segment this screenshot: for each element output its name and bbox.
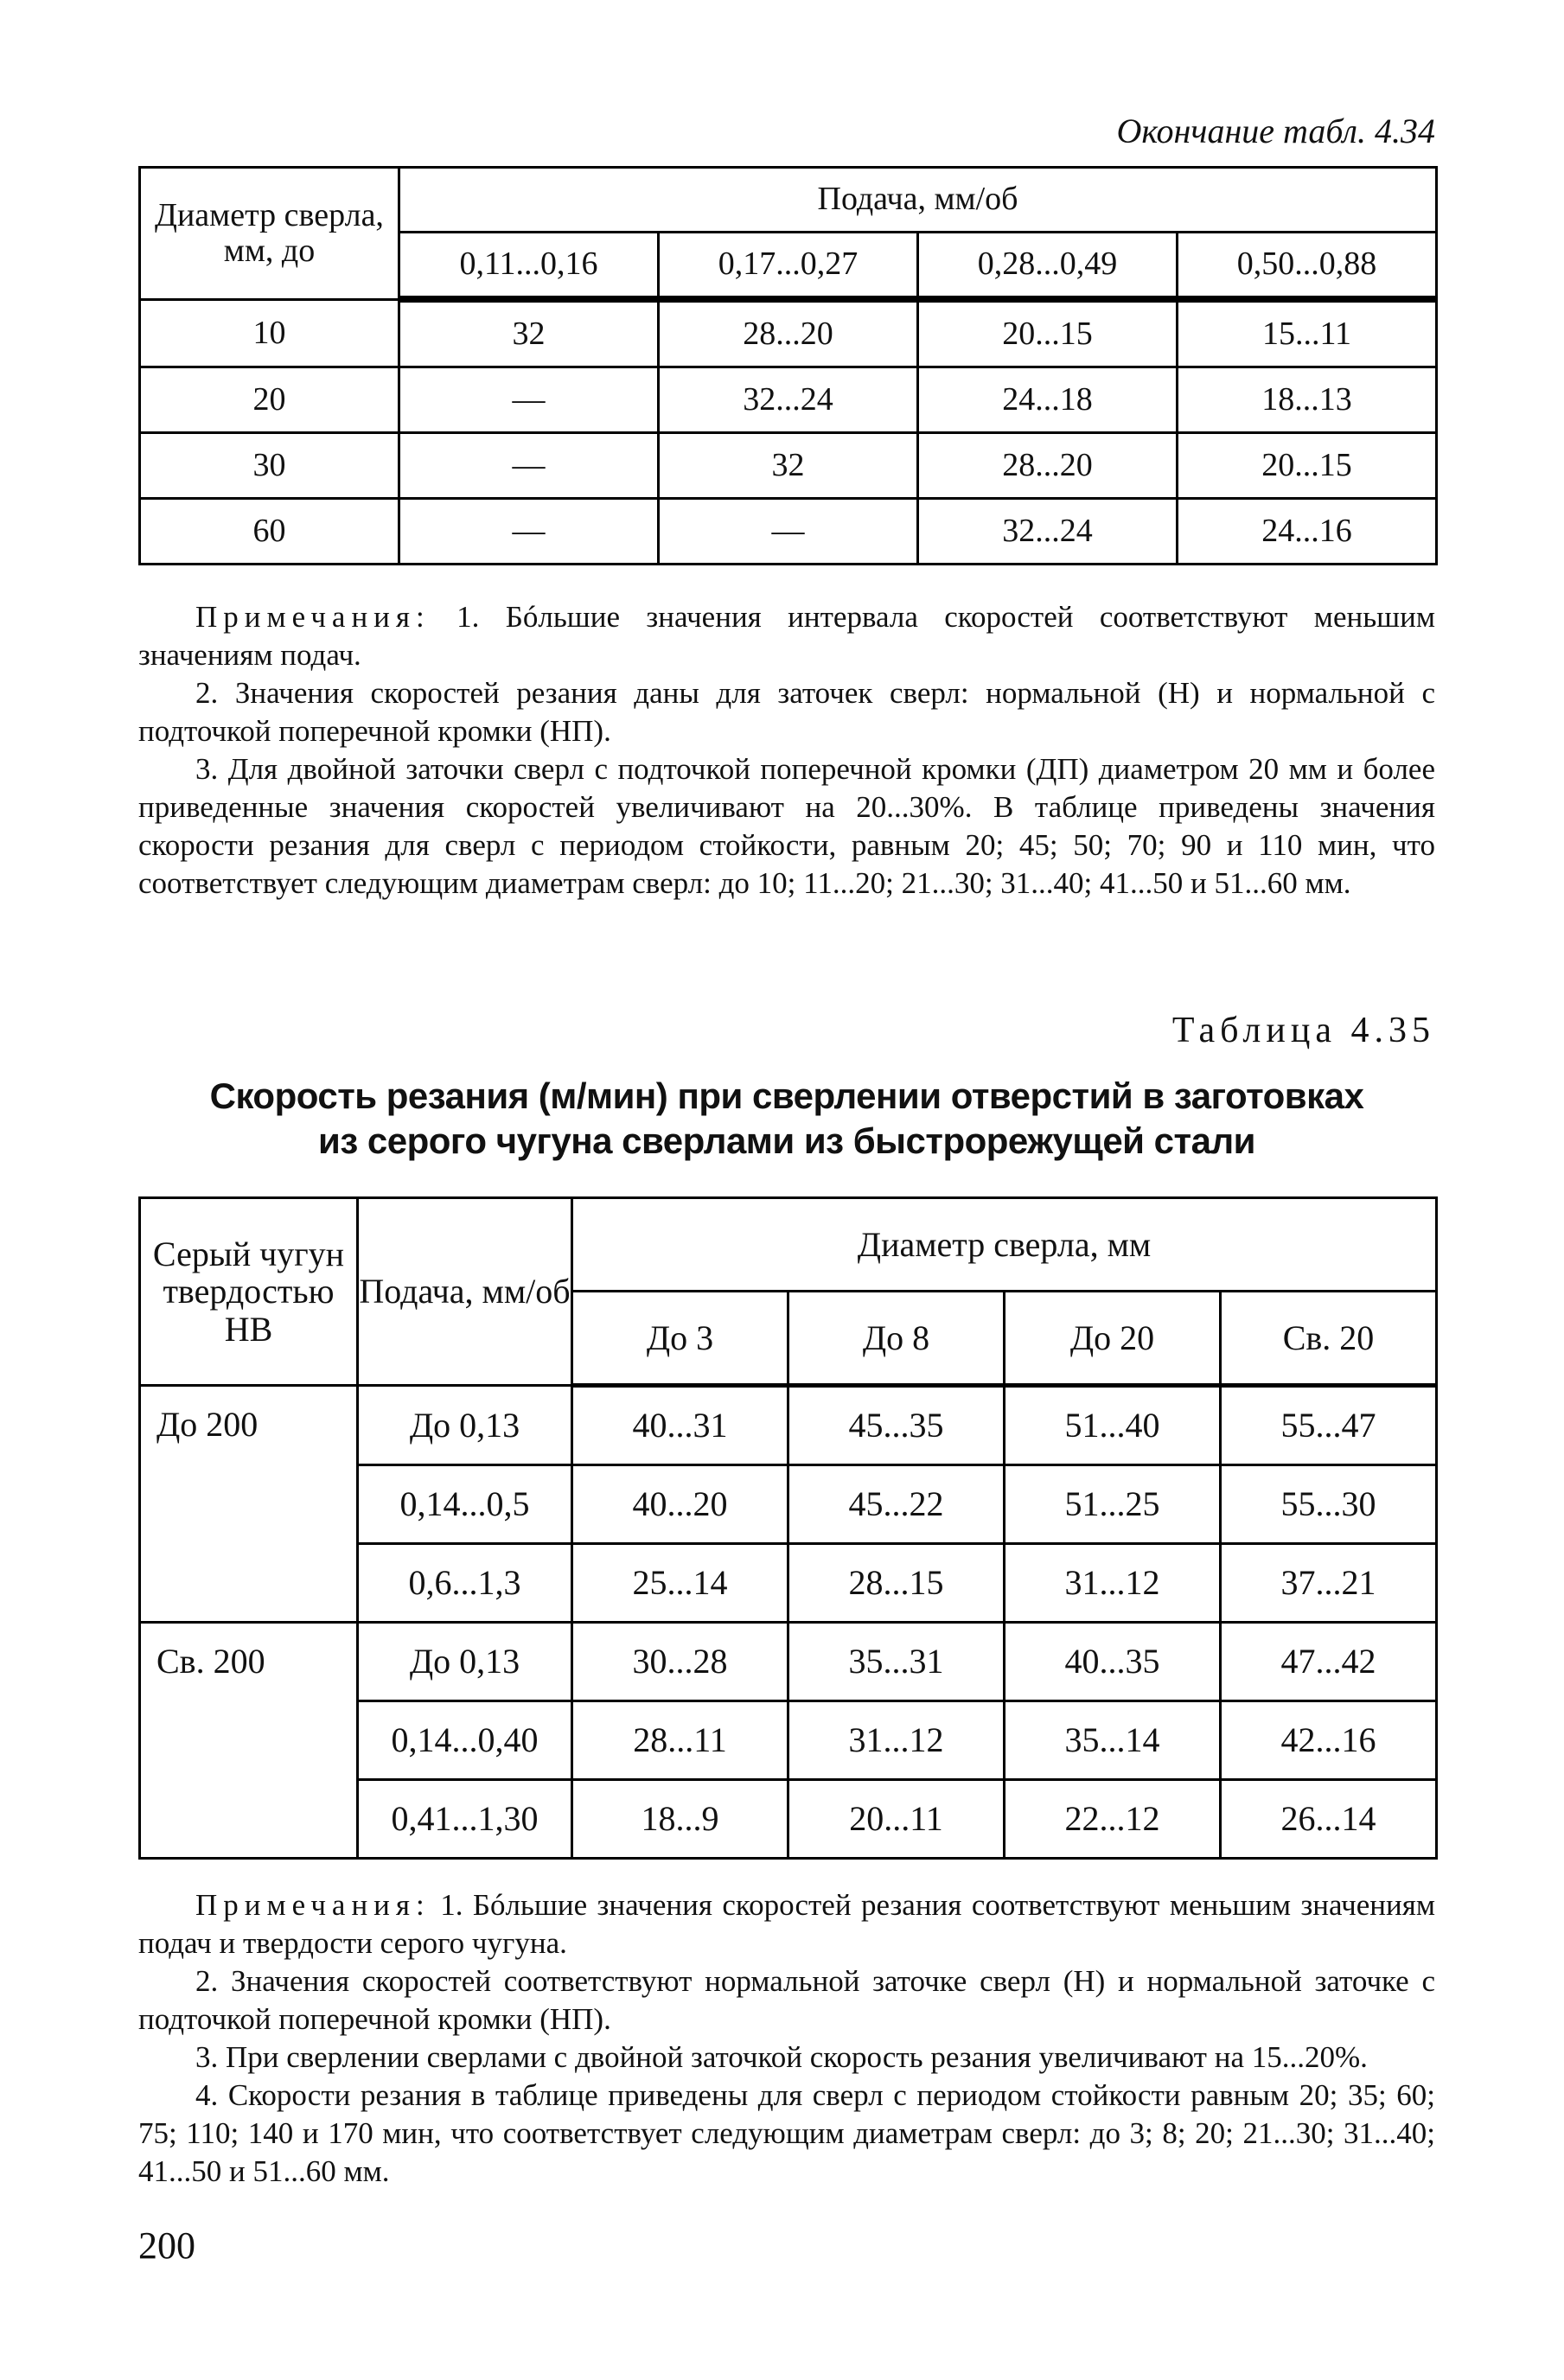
value-cell: 32...24 [659,367,918,433]
value-cell: 32 [659,433,918,499]
value-cell: 42...16 [1221,1701,1437,1780]
value-cell: 35...14 [1005,1701,1221,1780]
col-header-diameter: Диаметр сверла, мм, до [140,168,399,300]
value-cell: 18...9 [572,1780,788,1859]
col-header-feed: Подача, мм/об [358,1198,572,1386]
feed-range-header: 0,50...0,88 [1178,233,1437,300]
value-cell: 55...47 [1221,1386,1437,1465]
value-cell: 20...11 [788,1780,1005,1859]
value-cell: 40...31 [572,1386,788,1465]
diameter-header: До 3 [572,1292,788,1386]
value-cell: 47...42 [1221,1623,1437,1701]
notes-table-4-34 [138,598,1435,903]
note-1: 1. Бóльшие значения интервала скоростей соответствуют меньшим значениям подач. [138,600,1436,672]
value-cell: 28...20 [659,299,918,367]
value-cell: — [399,433,659,499]
feed-cell: 0,6...1,3 [358,1544,572,1623]
value-cell: 15...11 [1178,299,1437,367]
feed-cell: 0,14...0,5 [358,1465,572,1544]
note-3: 3. Для двойной заточки сверл с подточкой поперечной кромки (ДП) диаметром 20 мм и более приведенные значения скоростей увеличивают на 20...30%. В таблице приведены значения скорости резания для сверл с периодом стойкости, равным 20; 45; 50; 70; 90 и 110 мин, что соответствует следующим диаметрам сверл: до 10; 11...20; 21...30; 31...40; 41...50 и 51...60 мм. [138,752,1435,900]
value-cell: — [399,499,659,565]
value-cell: 20...15 [918,299,1178,367]
value-cell: 31...12 [788,1701,1005,1780]
table-row [140,1386,1437,1465]
col-header-hardness: Серый чугун твердостью НВ [140,1198,358,1386]
feed-speed-table-4-34 [138,166,1438,565]
table-row [140,433,1437,499]
notes-table-4-35 [138,1886,1435,2191]
table-title [138,1074,1435,1164]
value-cell: 45...22 [788,1465,1005,1544]
value-cell: 18...13 [1178,367,1437,433]
feed-cell: 0,41...1,30 [358,1780,572,1859]
value-cell: 22...12 [1005,1780,1221,1859]
table-title-line-2: из серого чугуна сверлами из быстрорежущей стали [318,1120,1255,1161]
hardness-cell: Св. 200 [140,1623,358,1859]
col-group-header-diameter: Диаметр сверла, мм [572,1198,1437,1292]
value-cell: 28...11 [572,1701,788,1780]
note-2: 2. Значения скоростей соответствуют нормальной заточке сверл (Н) и нормальной заточке с подточкой поперечной кромки (НП). [138,1964,1435,2036]
diameter-cell: 10 [140,299,399,367]
diameter-header: До 20 [1005,1292,1221,1386]
table-continuation-caption: Окончание табл. 4.34 [1116,112,1435,150]
table-row [140,299,1437,367]
feed-range-header: 0,11...0,16 [399,233,659,300]
table-title-line-1: Скорость резания (м/мин) при сверлении отверстий в заготовках [209,1075,1364,1116]
value-cell: — [399,367,659,433]
value-cell: 40...35 [1005,1623,1221,1701]
value-cell: 51...40 [1005,1386,1221,1465]
note-paragraph [138,598,1435,674]
value-cell: 31...12 [1005,1544,1221,1623]
value-cell: 28...15 [788,1544,1005,1623]
notes-label: Примечания: [195,1888,431,1922]
value-cell: 28...20 [918,433,1178,499]
note-paragraph [138,1886,1435,1962]
feed-range-header: 0,28...0,49 [918,233,1178,300]
value-cell: 55...30 [1221,1465,1437,1544]
note-2: 2. Значения скоростей резания даны для заточек сверл: нормальной (Н) и нормальной с подточкой поперечной кромки (НП). [138,676,1435,748]
value-cell: 25...14 [572,1544,788,1623]
hardness-cell: До 200 [140,1386,358,1623]
table-row [140,499,1437,565]
diameter-cell: 60 [140,499,399,565]
page-number: 200 [138,2224,195,2267]
value-cell: 24...18 [918,367,1178,433]
feed-cell: 0,14...0,40 [358,1701,572,1780]
feed-range-header: 0,17...0,27 [659,233,918,300]
col-group-header-feed: Подача, мм/об [399,168,1437,233]
notes-label: Примечания: [195,600,431,634]
diameter-header: До 8 [788,1292,1005,1386]
table-number: Таблица 4.35 [1171,1011,1435,1050]
value-cell: 32...24 [918,499,1178,565]
value-cell: — [659,499,918,565]
value-cell: 35...31 [788,1623,1005,1701]
value-cell: 24...16 [1178,499,1437,565]
feed-cell: До 0,13 [358,1623,572,1701]
value-cell: 37...21 [1221,1544,1437,1623]
table-row [140,367,1437,433]
value-cell: 32 [399,299,659,367]
note-3: 3. При сверлении сверлами с двойной заточкой скорость резания увеличивают на 15...20%. [195,2040,1368,2074]
note-1: 1. Бóльшие значения скоростей резания соответствуют меньшим значениям подач и твердости серого чугуна. [138,1888,1435,1960]
note-4: 4. Скорости резания в таблице приведены для сверл с периодом стойкости равным 20; 35; 60; 75; 110; 140 и 170 мин, что соответствует следующим диаметрам сверл: до 3; 8; 20; 21...30; 31...40; 41...50 и 51...60 мм. [138,2078,1435,2188]
value-cell: 45...35 [788,1386,1005,1465]
table-row [140,1623,1437,1701]
value-cell: 30...28 [572,1623,788,1701]
value-cell: 20...15 [1178,433,1437,499]
diameter-cell: 20 [140,367,399,433]
diameter-header: Св. 20 [1221,1292,1437,1386]
feed-cell: До 0,13 [358,1386,572,1465]
value-cell: 51...25 [1005,1465,1221,1544]
cutting-speed-table-4-35 [138,1196,1438,1860]
diameter-cell: 30 [140,433,399,499]
value-cell: 40...20 [572,1465,788,1544]
value-cell: 26...14 [1221,1780,1437,1859]
